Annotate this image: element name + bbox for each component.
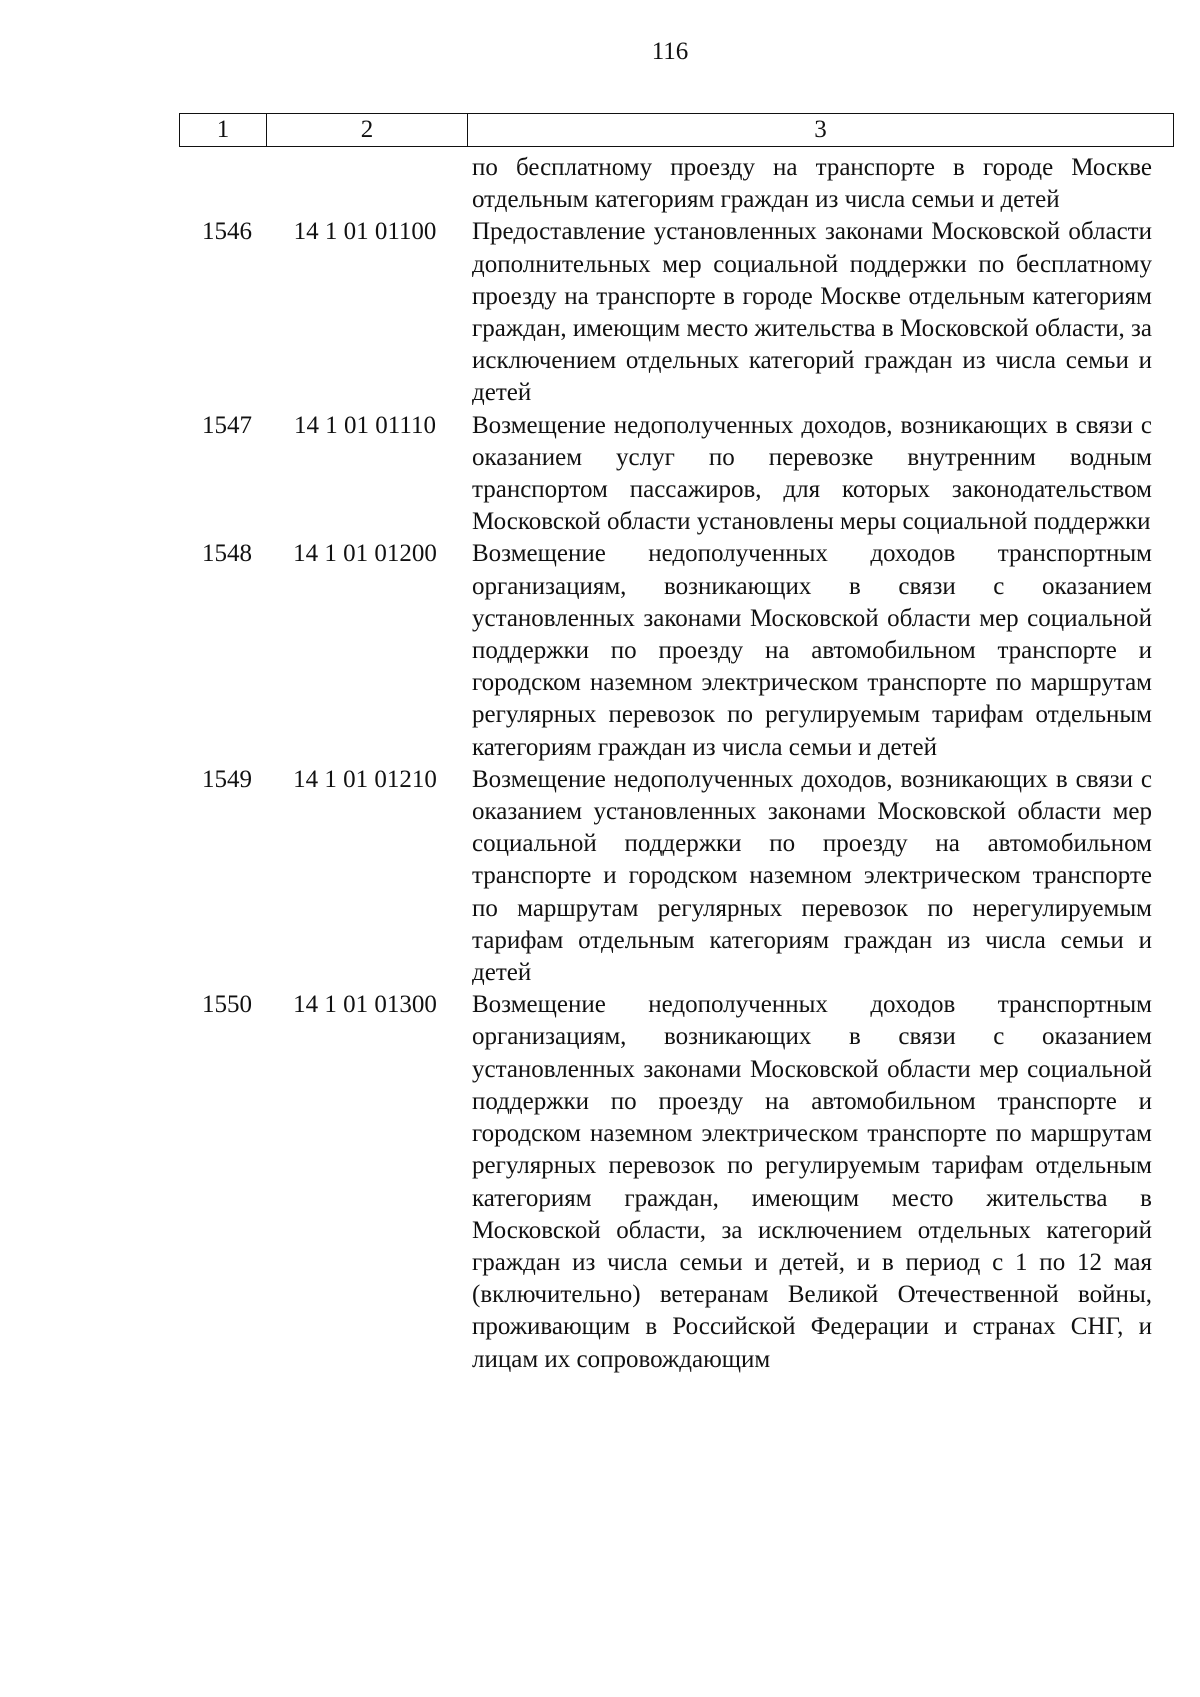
column-header-table (179, 113, 1174, 147)
row-number: 1546 (202, 218, 252, 246)
page-number: 116 (651, 38, 689, 65)
table-row (179, 538, 1174, 763)
row-code: 14 1 01 01300 (293, 991, 437, 1019)
row-description: Возмещение недополученных доходов транспортным организациям, возникающих в связи с оказанием установленных законами Московской области мер социальной поддержки по проезду на автомобильном транспорте и городском наземном электрическом транспорте по маршрутам регулярных перевозок по регулируемым тарифам отдельным категориям граждан из числа семьи и детей (472, 540, 1152, 761)
row-number: 1547 (202, 411, 252, 439)
column-header-3: 3 (468, 114, 1174, 147)
table-row (179, 216, 1174, 409)
row-description: Возмещение недополученных доходов транспортным организациям, возникающих в связи с оказанием установленных законами Московской области мер социальной поддержки по проезду на автомобильном транспорте и городском наземном электрическом транспорте по маршрутам регулярных перевозок по регулируемым тарифам отдельным категориям граждан, имеющим место жительства в Московской области, за исключением отдельных категорий граждан из числа семьи и детей, и в период с 1 по 12 мая (включительно) ветеранам Великой Отечественной войны, проживающим в Российской Федерации и странах СНГ, и лицам их сопровождающим (472, 991, 1152, 1373)
row-description: Возмещение недополученных доходов, возникающих в связи с оказанием установленных законами Московской области мер социальной поддержки по проезду на автомобильном транспорте и городском наземном электрическом транспорте по маршрутам регулярных перевозок по нерегулируемым тарифам отдельным категориям граждан из числа семьи и детей (472, 765, 1152, 987)
table-row (179, 989, 1174, 1375)
budget-code-list (179, 152, 1174, 1376)
row-number: 1548 (202, 540, 252, 568)
table-row (179, 152, 1174, 216)
row-number: 1550 (202, 991, 252, 1019)
column-header-row (180, 114, 1174, 147)
table-row (179, 764, 1174, 989)
row-code: 14 1 01 01200 (293, 540, 437, 568)
table-row (179, 410, 1174, 539)
row-description: Возмещение недополученных доходов, возникающих в связи с оказанием услуг по перевозке внутренним водным транспортом пассажиров, для которых законодательством Московской области установлены меры социальной поддержки (472, 411, 1152, 536)
row-description: Предоставление установленных законами Московской области дополнительных мер социальной поддержки по бесплатному проезду на транспорте в городе Москве отдельным категориям граждан, имеющим место жительства в Московской области, за исключением отдельных категорий граждан из числа семьи и детей (472, 218, 1152, 407)
column-header-2: 2 (267, 114, 468, 147)
row-description: по бесплатному проезду на транспорте в городе Москве отдельным категориям граждан из числа семьи и детей (472, 154, 1152, 214)
row-code: 14 1 01 01110 (294, 411, 436, 439)
row-number: 1549 (202, 765, 252, 793)
column-header-1: 1 (180, 114, 267, 147)
row-code: 14 1 01 01100 (293, 218, 437, 246)
row-code: 14 1 01 01210 (293, 765, 437, 793)
